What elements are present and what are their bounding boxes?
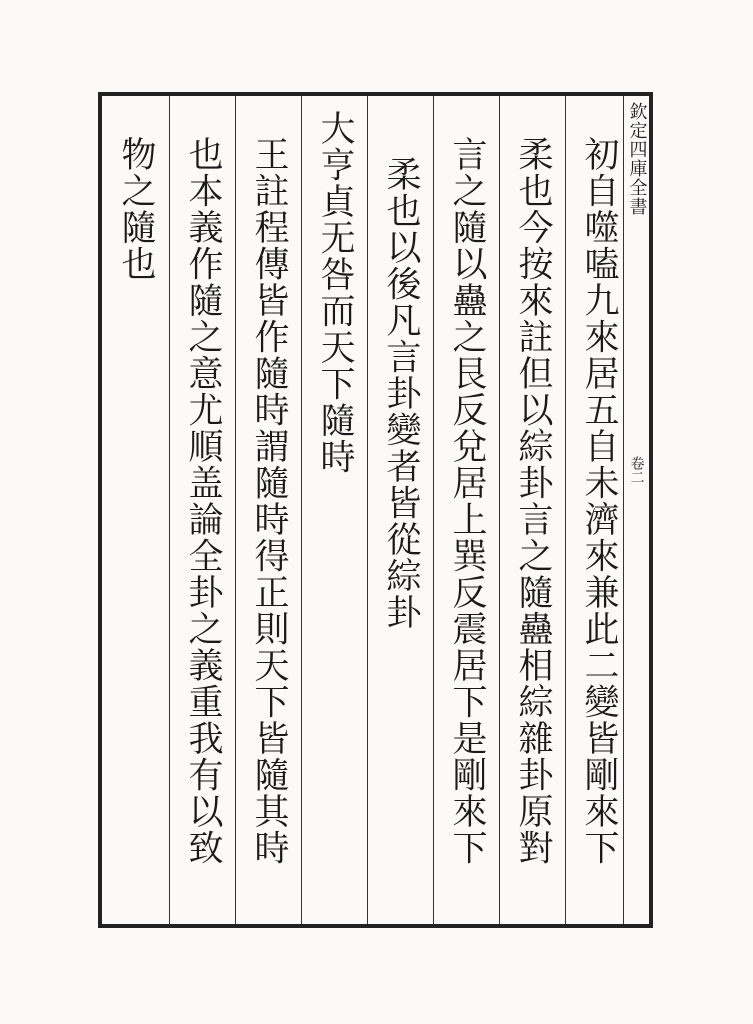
text-column-7 <box>169 96 235 924</box>
column-text: 物之隨也 <box>116 136 156 282</box>
page-frame <box>98 92 653 928</box>
text-column-3 <box>433 96 499 924</box>
text-column-4 <box>367 96 433 924</box>
column-text: 初自噬嗑九來居五自未濟來兼此二變皆剛來下 <box>579 136 619 866</box>
column-text: 柔也今按來註但以綜卦言之隨蠱相綜雜卦原對 <box>513 136 553 866</box>
volume-label: 卷二 <box>628 456 645 484</box>
column-text: 也本義作隨之意尤順盖論全卦之義重我有以致 <box>183 136 223 866</box>
column-text: 柔也以後凡言卦變者皆從綜卦 <box>381 156 421 631</box>
text-column-5 <box>301 96 367 924</box>
column-text: 言之隨以蠱之艮反兌居上巽反震居下是剛來下 <box>447 136 487 866</box>
text-column-1 <box>565 96 631 924</box>
book-title: 欽定四庫全書 <box>626 102 648 216</box>
text-column-8 <box>102 96 169 924</box>
text-column-6 <box>235 96 301 924</box>
column-text: 王註程傳皆作隨時謂隨時得正則天下皆隨其時 <box>249 136 289 866</box>
column-text: 大亨貞无咎而天下隨時 <box>315 110 355 475</box>
text-column-2 <box>499 96 565 924</box>
